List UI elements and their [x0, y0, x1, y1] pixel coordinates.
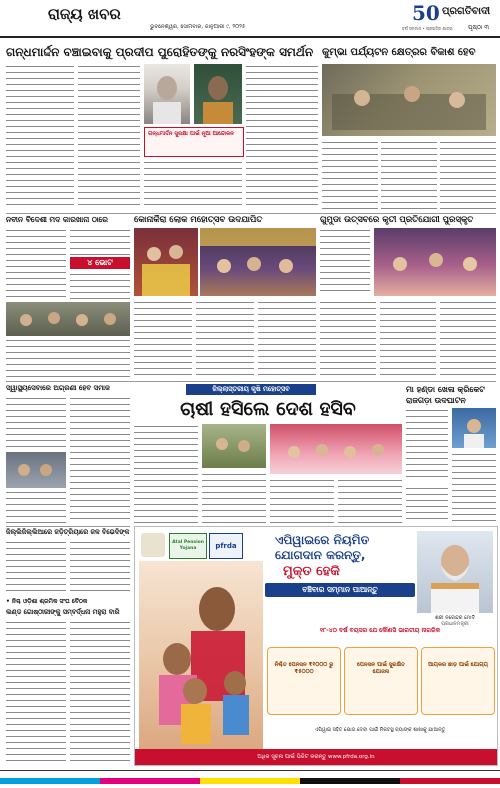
swasthya-photo [6, 452, 66, 488]
divider-3 [6, 526, 130, 527]
krishi-photo-1 [202, 424, 266, 468]
ad-headline-3: ମୁକ୍ତ ହେକି [283, 564, 340, 579]
swasthya-column-1 [6, 396, 66, 450]
gumuda-column-3 [380, 300, 436, 378]
gumuda-headline: ଗୁମୁଡା ଉତ୍ସବରେ କୃତୀ ପ୍ରତିଯୋଗୀ ପୁରସ୍କୃତ [320, 215, 474, 225]
dateline: ଭୁବନେଶ୍ୱର, ସୋମବାର, ଜାନୁଆରୀ ୯, ୨୦୨୫ [150, 24, 246, 30]
sidebar3-headline: ଲଣ୍ଡ ଗୋଷ୍ଠୀରୀଙ୍କୁ ସମ୍ବର୍ଦ୍ଧନା ମହୁରା ବାରି [6, 608, 120, 616]
sidebar1-column-2 [70, 540, 130, 594]
konark-column-2 [196, 300, 254, 378]
krishi-column-1 [134, 424, 198, 524]
konark-headline: କୋନାର୍କିରା ଲୋକ ମହୋତ୍ସବ ଉଦଯାପିତ [134, 215, 263, 225]
ad-headline-2: ଯୋଗଦାନ କରନ୍ତୁ, [275, 548, 366, 562]
cricket-column-3 [406, 486, 448, 524]
ad-headline-1: ଏପିୱାଇରେ ନିୟମିତ [275, 533, 370, 547]
apy-logo [169, 533, 207, 559]
pm-photo [417, 531, 493, 613]
krishi-column-2 [202, 472, 266, 524]
benefit-2-text: ପେନସନ ପାଇଁ ସୁରକ୍ଷିତ ଯୋଜନା [357, 662, 405, 675]
brand-name: ପ୍ରଗତିବାଦୀ [442, 6, 491, 17]
lead-headline: ଗନ୍ଧମାର୍ଦ୍ଦନ ବଞ୍ଚାଇବାକୁ ପ୍ରଦୀପ ପୁରୋହିତଙ୍କୁ ନରସିଂହଙ୍କ ସମର୍ଥନ [6, 45, 314, 59]
benefit-card-3 [421, 647, 495, 715]
koraput-column-1 [322, 140, 378, 212]
konark-column-1 [134, 300, 192, 378]
masthead [0, 0, 500, 40]
ad-strip [265, 583, 415, 597]
family-photo [139, 561, 263, 761]
sidebar1-headline: ଜିଲ୍ଲିଜିଲ୍ଲିଆରେ ଜଡ଼ିତ୍ରିୟାରେ ଜଳ ବିଭେଦିଙ୍କ [6, 528, 130, 536]
ad-footer-bar [135, 749, 497, 765]
konark-photo-2 [200, 228, 316, 296]
age-eligibility: ୧୮-୪୦ ବର୍ଷ ବୟସର ଯେ କୌଣସି ଭାରତୀୟ ନାଗରିକ [319, 627, 441, 634]
gumuda-column-4 [440, 300, 496, 378]
cricket-photo [452, 408, 496, 448]
nabina-column-2 [70, 228, 130, 256]
lead-inset-box [144, 127, 244, 157]
anniversary-caption: ବର୍ଷ ସମ୍ମାନ • ପ୍ରଗତିର ଯାତ୍ରା [402, 26, 453, 31]
krishi-column-3 [270, 478, 334, 524]
masthead-rule [0, 36, 500, 38]
anniversary-number: 50 [412, 1, 440, 25]
sidebar3-column-2 [70, 620, 130, 764]
ad-footer-1: ଏପିୱାଇ ସହିତ ଯୋଗ ଦେବା ପାଇଁ ନିକଟସ୍ଥ ବ୍ୟାଙ୍କ ଶାଖାକୁ ଯାଆନ୍ତୁ [314, 727, 446, 733]
bottom-color-bar [0, 778, 500, 784]
lead-photo-right [194, 64, 242, 124]
pfrda-logo [209, 533, 243, 559]
anniversary-logo [412, 2, 442, 26]
divider-1 [6, 213, 496, 214]
gumuda-column-1 [320, 228, 370, 296]
sidebar2-headline: • ନିଶ୍ଚ ଓଡ଼ିଶା ଶ୍ରମିକ ସଂଘ ବୈଠକ [6, 598, 88, 605]
cricket-headline: ମା ହଣ୍ଡା ଖେଳା କ୍ରିକେଟ ରାଜଗଡ଼ା ଉଦଘାଟନ [406, 385, 485, 405]
pm-caption-2: ପ୍ରଧାନମନ୍ତ୍ରୀ [441, 621, 469, 627]
gumuda-photo [374, 228, 496, 296]
gumuda-column-2 [320, 300, 376, 378]
nabina-badge [70, 257, 130, 269]
benefit-3-text: ଆୟକର ଛାଡ଼ ପାଇଁ ଯୋଗ୍ୟ [428, 662, 488, 668]
swasthya-column-2 [70, 396, 130, 524]
lead-photo-left [144, 64, 190, 124]
koraput-column-3 [440, 140, 496, 212]
krishi-column-4 [338, 478, 402, 524]
cricket-column-1 [406, 408, 448, 482]
apy-logo-text: Atal Pension Yojana [172, 540, 204, 551]
konark-photo [134, 228, 198, 296]
swasthya-column-3 [6, 490, 66, 524]
nabina-column-4 [6, 338, 130, 378]
apy-ad [134, 526, 498, 766]
benefit-1-text: ନିଶ୍ଚିତ ପେନସନ ₹୧୦୦୦ ରୁ ₹୫୦୦୦ [274, 662, 334, 675]
cricket-column-2 [452, 452, 496, 524]
pfrda-logo-text: pfrda [215, 542, 237, 550]
benefit-card-2 [344, 647, 418, 715]
nabina-column-3 [70, 272, 130, 300]
lead-column-3 [246, 64, 318, 210]
koraput-column-2 [381, 140, 437, 212]
ad-strip-text: ବଞ୍ଚିବାର ସମ୍ମାନ ପାଆନ୍ତୁ [302, 585, 378, 594]
lead-column-2 [78, 64, 140, 210]
nabina-headline: ନବୀନ ବିଦେଶୀ ମଦ କାରଖାନା ଠାରେ [6, 215, 108, 224]
pm-caption-1: ଶ୍ରୀ ନରେନ୍ଦ୍ର ମୋଦି [435, 615, 475, 621]
nabina-photo [6, 302, 130, 336]
swasthya-headline: ସ୍ୱାସ୍ଥ୍ୟସେବାରେ ଅଗ୍ରଣୀ ହେବ ସମାଜ [6, 384, 110, 392]
benefit-card-1 [267, 647, 341, 715]
nabina-badge-text: ୪ ଭୋଟ [87, 258, 113, 267]
divider-2 [6, 381, 496, 382]
lead-column-1 [6, 64, 74, 210]
lead-inset-label: ଗନ୍ଧମାର୍ଦ୍ଦନ ସୁରକ୍ଷା ପାଇଁ ନୂଆ ଆନ୍ଦୋଳନ [148, 131, 234, 137]
krishi-kicker-box [186, 384, 316, 395]
sidebar1-column-1 [6, 540, 66, 594]
krishi-kicker: ଜିଲ୍ଲାସ୍ତରୀୟ କୃଷି ମହୋତ୍ସବ [212, 385, 290, 393]
sidebar3-column-1 [6, 620, 66, 764]
ad-footer-2: ଅଧିକ ସୂଚନା ପାଇଁ ଭିଜିଟ କରନ୍ତୁ www.pfrda.org.in [257, 754, 375, 760]
bottom-rule [0, 770, 500, 771]
krishi-headline: ଚାଷୀ ହସିଲେ ଦେଶ ହସିବ [180, 398, 356, 420]
koraput-headline: କୁମ୍ଭା ପର୍ଯ୍ୟଟନ କ୍ଷେତ୍ରର ବିକାଶ ହେବ [322, 47, 476, 58]
nabina-column-1 [6, 228, 66, 300]
lead-column-4 [144, 160, 242, 210]
koraput-photo [322, 64, 496, 136]
konark-column-3 [258, 300, 316, 378]
section-title: ରାଜ୍ୟ ଖବର [48, 5, 121, 23]
krishi-photo-2 [270, 424, 402, 474]
ministry-emblem [141, 533, 165, 557]
page-label: ପୃଷ୍ଠା ୩ [468, 24, 489, 31]
